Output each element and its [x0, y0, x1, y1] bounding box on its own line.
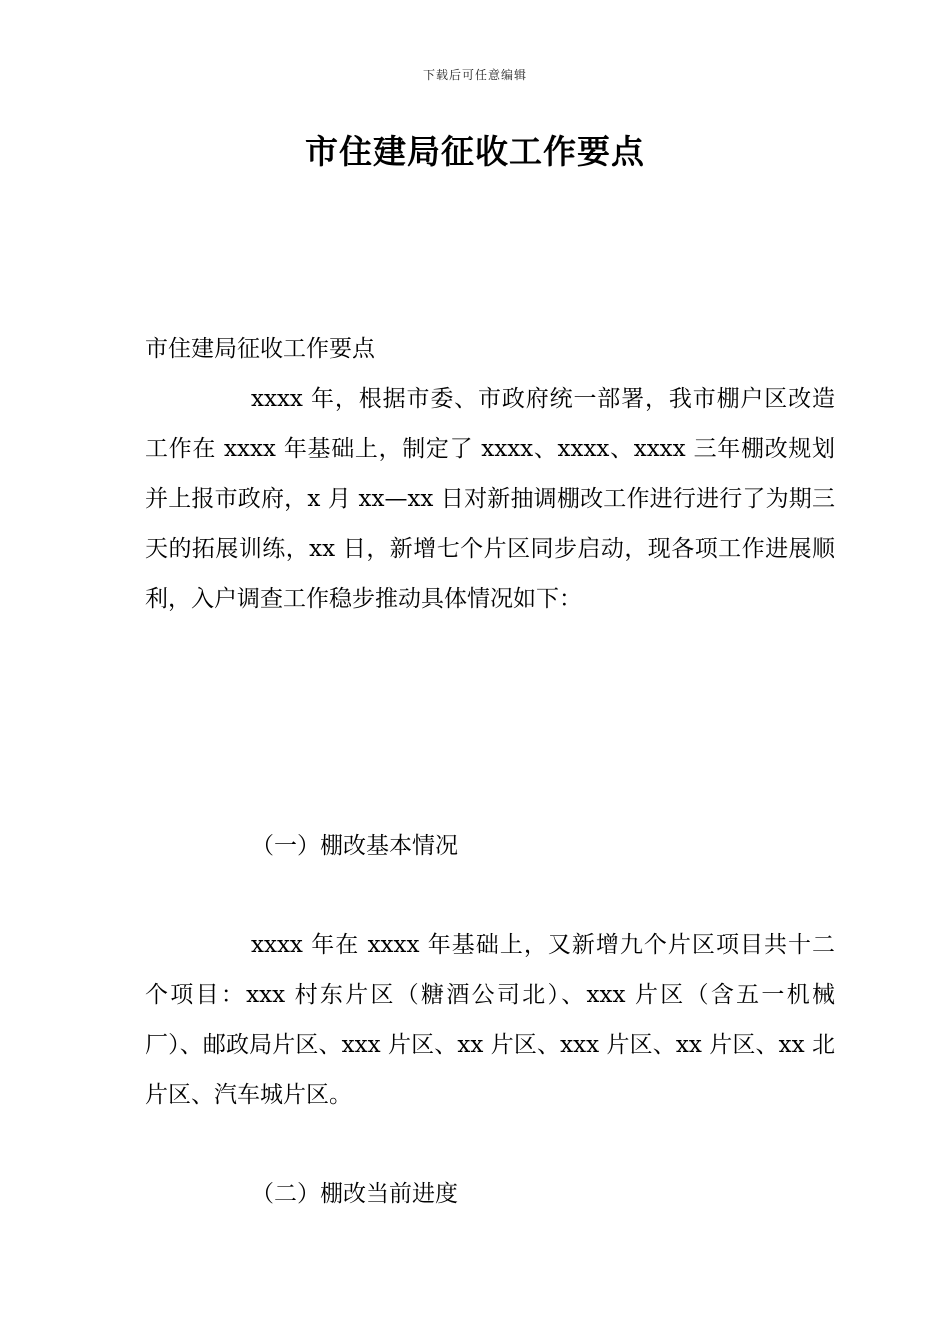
- header-note: 下载后可任意编辑: [422, 68, 527, 82]
- section-2-heading: （二）棚改当前进度: [251, 1181, 458, 1207]
- section-1-body: [145, 920, 835, 1120]
- section-1-heading: （一）棚改基本情况: [251, 833, 458, 859]
- document-title: 市住建局征收工作要点: [305, 132, 645, 171]
- section-2: [145, 1169, 835, 1219]
- section-1-paragraph: xxxx 年在 xxxx 年基础上，又新增九个片区项目共十二个项目：xxx 村东片区（糖酒公司北）、xxx 片区（含五一机械厂）、邮政局片区、xxx 片区、xx 片区、xxx 片区、xx 片区、xx 北片区、汽车城片区。: [145, 932, 835, 1108]
- intro-paragraph: xxxx 年，根据市委、市政府统一部署，我市棚户区改造工作在 xxxx 年基础上，制定了 xxxx、xxxx、xxxx 三年棚改规划并上报市政府，x 月 xx—xx 日对新抽调棚改工作进行进行了为期三天的拓展训练，xx 日，新增七个片区同步启动，现各项工作进展顺利，入户调查工作稳步推动具体情况如下：: [145, 386, 835, 612]
- section-1: [145, 821, 835, 871]
- document-body: [145, 324, 835, 624]
- subtitle-line: 市住建局征收工作要点: [145, 336, 375, 362]
